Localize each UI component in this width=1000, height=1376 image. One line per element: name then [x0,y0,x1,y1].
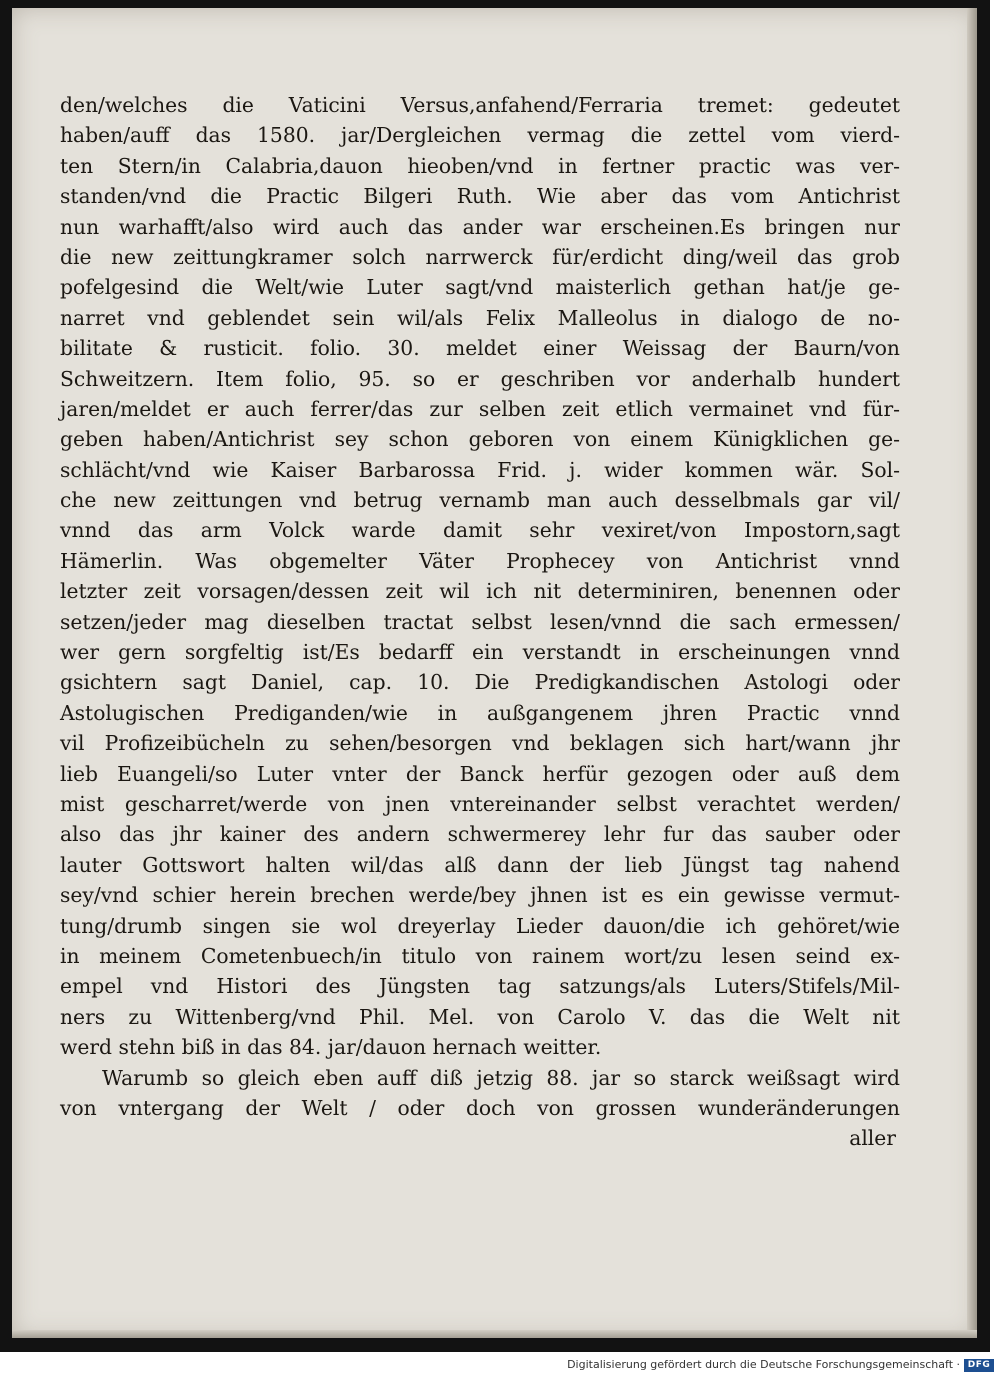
text-line: den/welches die Vaticini Versus,anfahend/Ferraria tremet: gedeutet [60,93,900,117]
catchword: aller [849,1126,896,1151]
dfg-logo: DFG [964,1359,994,1372]
text-line: sey/vnd schier herein brechen werde/bey jhnen ist es ein gewisse vermut- [60,883,900,908]
text-line: bilitate & rusticit. folio. 30. meldet einer Weissag der Baurn/von [60,336,900,361]
text-line: schlächt/vnd wie Kaiser Barbarossa Frid. j. wider kommen wär. Sol- [60,457,900,482]
text-line: lieb Euangeli/so Luter vnter der Banck herfür gezogen oder auß dem [60,761,900,786]
text-line: vil Profizeibücheln zu sehen/besorgen vnd beklagen sich hart/wann jhr [60,731,900,756]
book-page [12,8,977,1338]
text-line: setzen/jeder mag dieselben tractat selbst lesen/vnnd die sach ermessen/ [60,609,900,634]
text-line: von vntergang der Welt / oder doch von grossen wunderänderungen [60,1095,900,1120]
text-line: ten Stern/in Calabria,dauon hieoben/vnd in fertner practic was ver- [60,153,900,178]
text-line: wer gern sorgfeltig ist/Es bedarff ein verstandt in erscheinungen vnnd [60,640,900,665]
text-line-paragraph-start: Warumb so gleich eben auff diß jetzig 88. jar so starck weißsagt wird [102,1065,900,1090]
text-line: gsichtern sagt Daniel, cap. 10. Die Predigkandischen Astologi oder [60,670,900,695]
text-line: standen/vnd die Practic Bilgeri Ruth. Wie aber das vom Antichrist [60,184,900,209]
digitization-footer [0,1356,1000,1376]
page-edge-bottom [12,1330,977,1338]
text-line-paragraph-end: werd stehn biß in das 84. jar/dauon hernach weitter. [60,1035,602,1060]
text-line: empel vnd Histori des Jüngsten tag satzungs/als Luters/Stifels/Mil- [60,974,900,999]
text-line: Astolugischen Prediganden/wie in außgangenem jhren Practic vnnd [60,700,900,725]
text-line: haben/auff das 1580. jar/Dergleichen vermag die zettel vom vierd- [60,123,900,148]
text-line: che new zeittungen vnd betrug vernamb man auch desselbmals gar vil/ [60,488,900,513]
text-line: jaren/meldet er auch ferrer/das zur selben zeit etlich vermainet vnd für- [60,396,900,421]
text-line: Hämerlin. Was obgemelter Väter Prophecey von Antichrist vnnd [60,548,900,573]
page-edge [967,8,977,1338]
text-line: die new zeittungkramer solch narrwerck für/erdicht ding/weil das grob [60,244,900,269]
funding-credit: Digitalisierung gefördert durch die Deutsche Forschungsgemeinschaft · [567,1358,960,1371]
text-line: narret vnd geblendet sein wil/als Felix Malleolus in dialogo de no- [60,305,900,330]
text-line: mist gescharret/werde von jnen vntereinander selbst verachtet werden/ [60,791,900,816]
text-line: also das jhr kainer des andern schwermerey lehr fur das sauber oder [60,822,900,847]
text-line: tung/drumb singen sie wol dreyerlay Lieder dauon/die ich gehöret/wie [60,913,900,938]
text-line: Schweitzern. Item folio, 95. so er geschriben vor anderhalb hundert [60,366,900,391]
text-line: nun warhafft/also wird auch das ander war erscheinen.Es bringen nur [60,214,900,239]
page-text-block [60,90,900,1154]
text-line: in meinem Cometenbuech/in titulo von rainem wort/zu lesen seind ex- [60,943,900,968]
text-line: lauter Gottswort halten wil/das alß dann der lieb Jüngst tag nahend [60,852,900,877]
text-line: ners zu Wittenberg/vnd Phil. Mel. von Carolo V. das die Welt nit [60,1004,900,1029]
text-line: geben haben/Antichrist sey schon geboren von einem Künigklichen ge- [60,427,900,452]
text-line: vnnd das arm Volck warde damit sehr vexiret/von Impostorn,sagt [60,518,900,543]
text-line: pofelgesind die Welt/wie Luter sagt/vnd maisterlich gethan hat/je ge- [60,275,900,300]
text-line: letzter zeit vorsagen/dessen zeit wil ich nit determiniren, benennen oder [60,579,900,604]
